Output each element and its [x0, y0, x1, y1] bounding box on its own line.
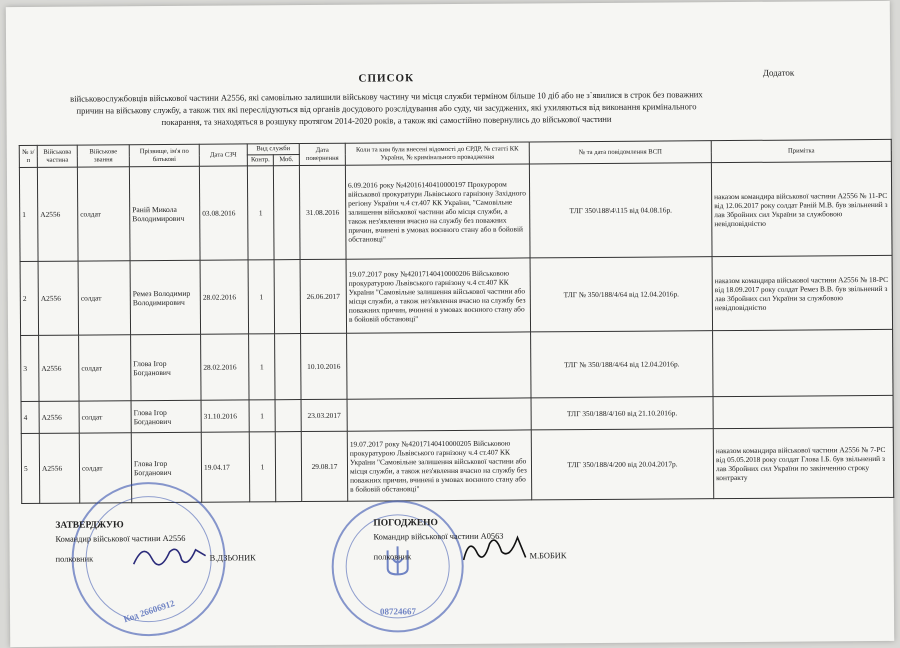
cell-name: Ранiй Микола Володимирович: [129, 166, 200, 260]
cell-return: 31.08.2016: [299, 165, 346, 259]
cell-unit: А2556: [39, 433, 79, 503]
cell-unit: А2556: [37, 167, 78, 261]
cell-name: Ремез Володимир Володимирович: [130, 260, 201, 334]
cell-proceedings: 19.07.2017 року №42017140410000206 Військовою прокуратурою Львівського гарнізону ч.4 ст.407 КК України "Самовільне залишення військової частини або місця служби, а також нез'явлення вчасно на службу без поважних причин, вчинені в умовах воєнного стану або в бойовій обстановці": [346, 258, 531, 333]
table-row: [19, 161, 892, 261]
cell-rank: солдат: [79, 401, 131, 433]
agree-rank: полковник: [373, 552, 412, 562]
approve-signer: В.ДЗЬОНИК: [209, 553, 256, 563]
cell-return: 26.06.2017: [300, 259, 347, 333]
approve-rank: полковник: [55, 554, 94, 564]
header-unit: Військова частина: [37, 145, 77, 167]
cell-note: наказом командира військової частини А2556 № 18-РС від 18.09.2017 року солдат Ремез В.В. був звільнений з лав Збройних сил України за службовою невідповідністю: [712, 255, 893, 330]
cell-rank: солдат: [79, 433, 131, 503]
header-proceedings: Коли та ким були внесені відомості до ЄРДР, № статті КК України, № кримінального провадження: [345, 142, 529, 165]
cell-date-szch: 28.02.2016: [200, 260, 249, 334]
header-contract: Контр.: [247, 155, 273, 166]
cell-unit: А2556: [39, 401, 79, 433]
approve-position: Командир військової частини А2556: [55, 533, 186, 544]
document-page: [6, 1, 894, 647]
header-mobil: Моб.: [273, 155, 299, 166]
cell-mobil: [273, 166, 300, 260]
cell-vsp: ТЛГ № 350/188/4/64 від 12.04.2016р.: [530, 257, 713, 332]
cell-contract: 1: [249, 400, 275, 432]
header-vsp: № та дата повідомлення ВСП: [529, 141, 711, 164]
cell-unit: А2556: [39, 335, 79, 401]
personnel-table: [19, 139, 894, 504]
cell-name: Глова Ігор Богданович: [131, 432, 201, 502]
cell-return: 29.08.17: [301, 431, 347, 501]
cell-date-szch: 03.08.2016: [199, 166, 248, 260]
agree-label: ПОГОДЖЕНО: [373, 518, 438, 529]
cell-num: 3: [21, 335, 39, 401]
cell-date-szch: 31.10.2016: [201, 400, 249, 432]
stamp-code-left: Код 26606912: [122, 597, 176, 625]
cell-mobil: [275, 334, 301, 400]
table-header-row: [19, 139, 891, 156]
cell-rank: солдат: [77, 167, 130, 261]
cell-unit: А2556: [38, 261, 79, 335]
header-note: Примітка: [711, 139, 891, 162]
cell-num: 5: [21, 433, 39, 503]
cell-rank: солдат: [79, 335, 131, 401]
cell-date-szch: 28.02.2016: [201, 334, 249, 400]
cell-proceedings: 19.07.2017 року №42017140410000205 Військовою прокуратурою Львівського гарнізону ч.4 ст.407 КК України "Самовільне залишення військової частини або місця служби, а також нез'явлення вчасно на службу без поважних причин, вчинені в умовах воєнного стану або в бойовій обстановці": [347, 430, 531, 501]
agree-position: Командир військової частини А0563: [373, 531, 504, 542]
cell-name: Глова Ігор Богданович: [131, 400, 201, 432]
cell-proceedings: [347, 332, 531, 399]
trident-icon: [384, 544, 412, 580]
header-rank: Військове звання: [77, 145, 129, 167]
cell-note: наказом командира військової частини А2556 № 11-РС від 12.06.2017 року солдат Ранiй М.В. був звільнений з лав Збройних сил України за службовою невідповідністю: [711, 161, 892, 256]
stamp-code-right: 08724667: [379, 606, 417, 617]
cell-num: 2: [20, 261, 39, 335]
cell-note: [713, 395, 893, 428]
handwritten-signature-right: [459, 529, 529, 565]
cell-mobil: [274, 260, 301, 334]
cell-mobil: [275, 432, 301, 502]
cell-num: 1: [19, 167, 38, 261]
header-date-szch: Дата СЗЧ: [199, 144, 247, 166]
cell-vsp: ТЛГ 350/188/4/160 від 21.10.2016р.: [531, 397, 713, 430]
cell-rank: солдат: [78, 261, 131, 335]
handwritten-signature-left: [129, 538, 209, 573]
agree-signer: М.БОБИК: [529, 551, 567, 561]
cell-mobil: [275, 400, 301, 432]
cell-contract: 1: [247, 166, 274, 260]
document-subtitle: військовослужбовців військової частини А2556, які самовільно залишили військову частину чи місця служби терміном більше 10 діб або не з`явилися в строк без поважних причин на військову службу, а також тих які переслідуються від органів досудового розслідування або суду, чи засуджених, які ухиляються від виконання кримінального покарання, та знаходяться в розшуку протягом 2014-2020 років, а також які самостійно повернулись до військової частини: [70, 89, 703, 128]
cell-num: 4: [21, 401, 39, 433]
cell-contract: 1: [248, 260, 275, 334]
cell-date-szch: 19.04.17: [201, 432, 249, 502]
table-row: [21, 329, 893, 401]
document-title: СПИСОК: [358, 72, 415, 85]
cell-contract: 1: [249, 432, 275, 502]
cell-vsp: ТЛГ 350\188\4\115 від 04.08.16р.: [529, 163, 712, 258]
header-return: Дата повернення: [299, 143, 345, 165]
cell-contract: 1: [249, 334, 275, 400]
table-row: [20, 255, 892, 335]
cell-note: [713, 329, 893, 396]
cell-return: 23.03.2017: [301, 399, 347, 431]
cell-name: Глова Ігор Богданович: [131, 334, 201, 400]
cell-return: 10.10.2016: [301, 333, 347, 399]
header-name: Прізвище, ім'я по батькові: [129, 144, 199, 166]
header-service: Вид служби: [247, 144, 299, 155]
cell-proceedings: [347, 398, 531, 431]
cell-vsp: ТЛГ 350/188/4/200 від 20.04.2017р.: [531, 429, 713, 500]
header-num: № з/п: [19, 145, 37, 167]
appendix-label: Додаток: [762, 67, 795, 78]
cell-note: наказом командира військової частини А2556 № 7-РС від 05.05.2018 року солдат Глова І.Б. був звільнений з лав Збройних сил України по закінченню строку контракту: [713, 427, 893, 498]
approve-label: ЗАТВЕРДЖУЮ: [55, 520, 124, 531]
cell-proceedings: 6.09.2016 року №42016140410000197 Прокурором військової прокуратури Львівського гарнізону Західного регіону України ч.4 ст.407 КК України, "Самовільне залишення військової частини або місця служби, а також нез'явлення вчасно на службу без поважних причин, вчинені в умовах воєнного стану або в бойовій обстановці": [345, 164, 530, 259]
cell-vsp: ТЛГ № 350/188/4/64 від 12.04.2016р.: [531, 331, 713, 398]
